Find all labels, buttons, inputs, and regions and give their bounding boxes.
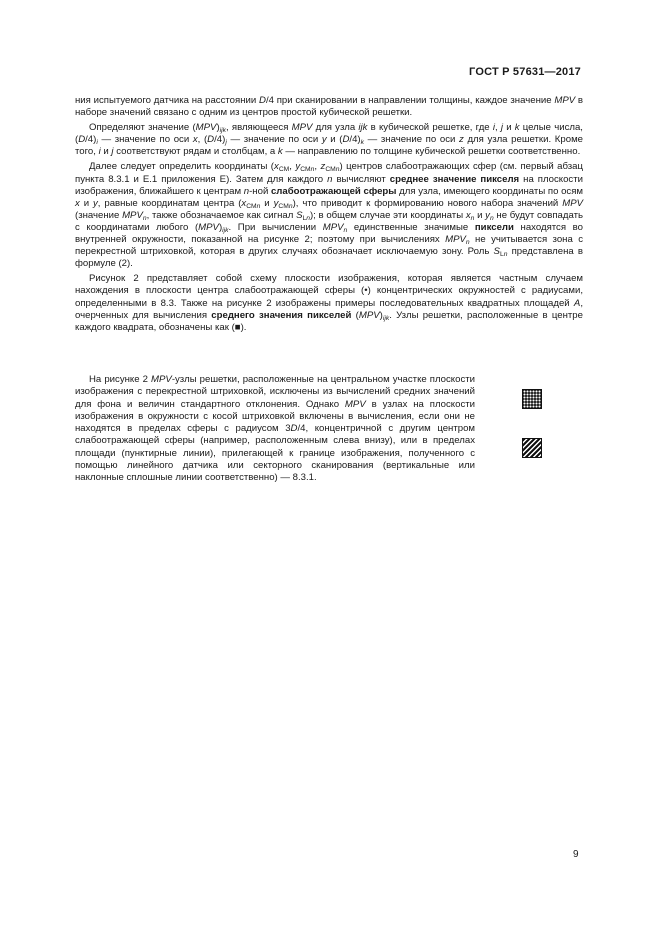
crosshatch-square-icon xyxy=(522,389,542,409)
figure-note xyxy=(75,374,475,485)
body-text xyxy=(75,95,583,334)
paragraph-continuation: ния испытуемого датчика на расстоянии D/4 при сканировании в направлении толщины, каждое значение MPV в наборе значений связано с одним из центров простой кубической решетки. xyxy=(75,95,584,119)
paragraph-figure-description: Рисунок 2 представляет собой схему плоскости изображения, которая является частным случаем нахождения в плоскости центра слабоотражающей сферы (•) концентрических окружностей с радиусами, определенными в 8.3. Также на рисунке 2 изображены примеры последовательных квадратных площадей A, очерченных для вычисления среднего значения пикселей $(MPV)_{ijk}$. Узлы решетки, расположенные в центре каждого квадрата, обозначены как (■). xyxy=(75,273,583,333)
diagonal-hatch-square-icon xyxy=(522,438,542,458)
figure-note-text: На рисунке 2 MPV-узлы решетки, расположенные на центральном участке плоскости изображения с перекрестной штриховкой, исключены из вычислений средних значений для фона и величин стандартного отклонения. Однако MPV в узлах на плоскости изображения в окружности с косой штриховкой включены в вычисления, если они не находятся в пределах сферы с радиусом 3D/4, концентричной с другим центром слабоотражающей сферы (например, расположенным слева внизу), или в пределах площади (пунктирные линии), прилегающей к границе изображения, полученного с помощью линейного датчика или секторного сканирования (вертикальные или наклонные сплошные линии соответственно) — 8.3.1. xyxy=(75,374,475,484)
page-number: 9 xyxy=(573,849,579,860)
paragraph-mpv-definition: Определяют значение $(MPV)_{ijk}$, являющееся MPV для узла ijk в кубической решетке, где i, j и k целые числа, $(D/4)_i$ — значение по оси x, $(D/4)_j$ — значение по оси y и $(D/4)_k$ — значение по оси z для узла решетки. Кроме того, i и j соответствуют рядам и столбцам, а k — направлению по толщине кубической решетки соответственно. xyxy=(75,122,583,158)
paragraph-sphere-coordinates: Далее следует определить координаты ($x_{CM}$, $y_{CMn}$, $z_{CMn}$) центров слабоотражающих сфер (см. первый абзац пункта 8.3.1 и Е.1 приложения Е). Затем для каждого n вычисляют среднее значение пикселя на плоскости изображения, ближайшего к центрам n-ной слабоотражающей сферы для узла, имеющего координаты по осям x и y, равные координатам центра ($x_{CMn}$ и $y_{CMn}$), что приводит к формированию нового набора значений MPV (значение $MPV_n$, также обозначаемое как сигнал $S_{Ln}$); в общем случае эти координаты $x_n$ и $y_n$ не будут совпадать с координатами любого $(MPV)_{ijk}$. При вычислении $MPV_n$ единственные значимые пиксели находятся во внутренней окружности, показанной на рисунке 2; поэтому при вычислениях $MPV_n$ не учитывается зона с перекрестной штриховкой, которая в других случаях обозначает исключаемую зону. Роль $S_{Ln}$ представлена в формуле (2). xyxy=(75,161,584,270)
document-header: ГОСТ Р 57631—2017 xyxy=(469,66,581,78)
